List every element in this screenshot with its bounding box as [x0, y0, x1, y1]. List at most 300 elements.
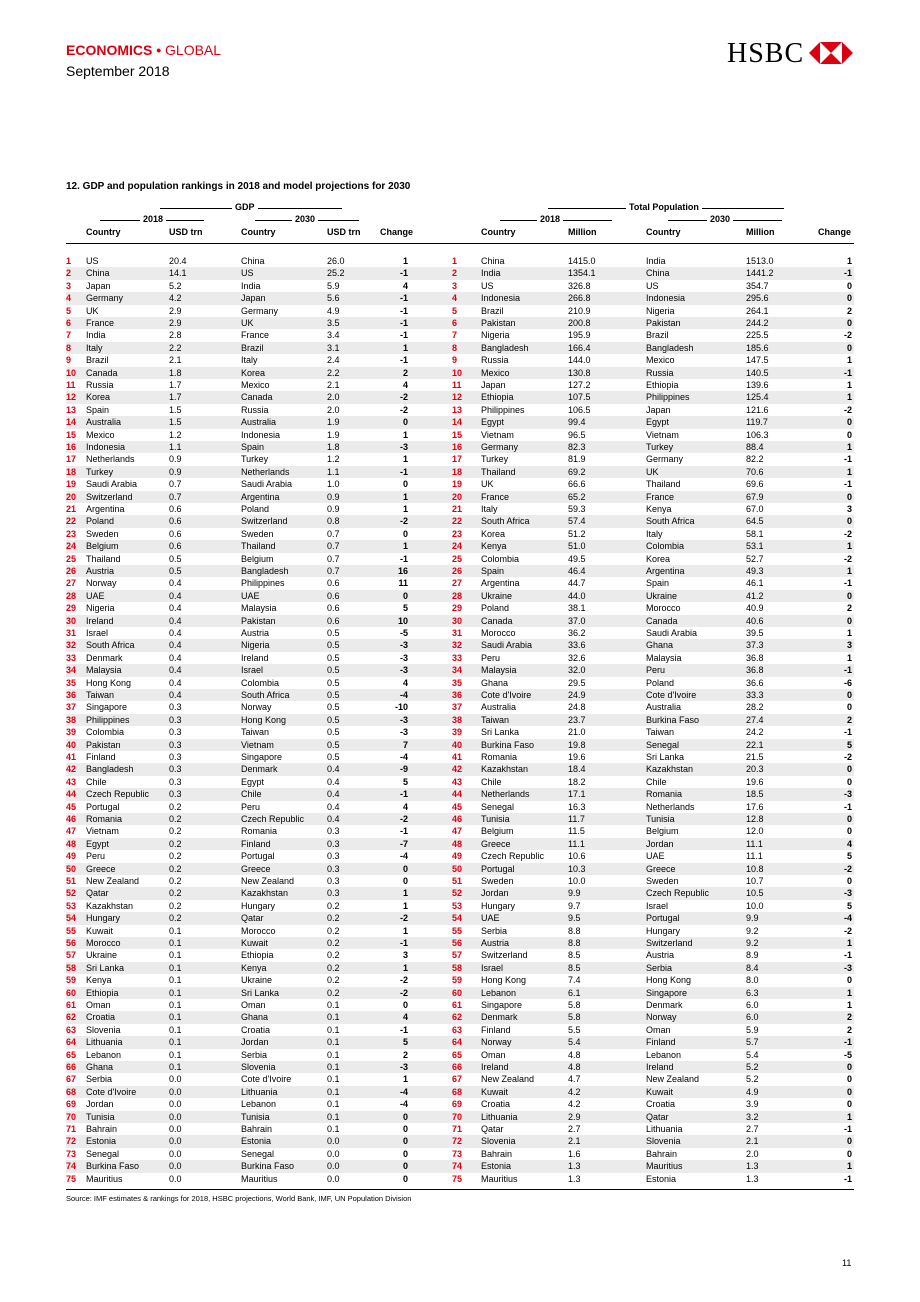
- gdp-2018-country: Ukraine: [86, 950, 118, 961]
- pop-2030-country: Oman: [646, 1024, 671, 1035]
- gdp-2030-country: Colombia: [241, 677, 280, 688]
- pop-2030-country: Mauritius: [646, 1161, 683, 1172]
- pop-2030-country: Turkey: [646, 442, 674, 452]
- rank-gdp: 1: [66, 256, 72, 266]
- pop-2030-value: 4.9: [746, 1086, 759, 1097]
- pop-2030-country: Korea: [646, 553, 671, 564]
- pop-2030-value: 185.6: [746, 342, 769, 353]
- pop-2030-value: 6.3: [746, 987, 759, 998]
- gdp-2018-value: 0.4: [169, 690, 182, 700]
- pop-2018-value: 8.8: [568, 925, 581, 936]
- rank-gdp: 75: [66, 1173, 77, 1184]
- rank-gdp: 67: [66, 1074, 77, 1085]
- rank-pop: 63: [452, 1024, 463, 1035]
- rank-gdp: 14: [66, 417, 77, 428]
- rank-pop: 47: [452, 826, 463, 837]
- pop-2018-country: Austria: [481, 938, 510, 948]
- gdp-2030-value: 0.1: [327, 1086, 340, 1097]
- pop-change: 1: [846, 442, 852, 452]
- pop-2030-value: 9.9: [746, 913, 759, 924]
- rank-pop: 9: [452, 355, 458, 366]
- pop-2018-country: Bahrain: [481, 1148, 513, 1159]
- rank-pop: 16: [452, 442, 463, 452]
- rank-gdp: 70: [66, 1111, 77, 1122]
- pop-2018-value: 4.8: [568, 1062, 581, 1072]
- rank-pop: 56: [452, 938, 463, 948]
- gdp-change: 10: [397, 615, 408, 626]
- pop-2018-country: Netherlands: [481, 789, 530, 800]
- pop-2030-value: 52.7: [746, 553, 764, 564]
- pop-2030-value: 147.5: [746, 355, 769, 366]
- pop-2030-country: Norway: [646, 1012, 677, 1023]
- pop-2030-country: Kenya: [646, 504, 672, 514]
- pop-2018-country: Egypt: [481, 417, 505, 428]
- pop-2030-country: UAE: [646, 851, 665, 862]
- pop-2030-value: 36.6: [746, 677, 764, 688]
- pop-change: 0: [846, 814, 852, 824]
- pop-2030-value: 8.4: [746, 962, 759, 973]
- pop-2030-value: 28.2: [746, 702, 764, 713]
- pop-2018-value: 11.5: [568, 826, 585, 837]
- pop-2030-value: 5.2: [746, 1074, 759, 1085]
- pop-change: 0: [846, 1099, 852, 1110]
- pop-2030-value: 12.0: [746, 826, 764, 837]
- pop-2030-country: Taiwan: [646, 727, 675, 738]
- pop-2018-country: France: [481, 491, 510, 502]
- gdp-2018-value: 0.4: [169, 640, 182, 651]
- pop-2030-value: 41.2: [746, 590, 764, 601]
- gdp-2030-country: Russia: [241, 404, 269, 415]
- gdp-change: 2: [402, 367, 408, 378]
- pop-2018-value: 57.4: [568, 516, 586, 527]
- gdp-2030-country: France: [241, 330, 270, 341]
- pop-change: 2: [846, 1012, 852, 1023]
- gdp-2018-country: Morocco: [86, 938, 121, 948]
- pop-2018-country: Lithuania: [481, 1111, 518, 1122]
- table-row: [66, 677, 854, 689]
- pop-2018-label: 2018: [537, 214, 563, 224]
- gdp-2018-value: 0.1: [169, 1062, 182, 1072]
- gdp-2018-country: Belgium: [86, 541, 119, 552]
- gdp-change: 1: [402, 1074, 408, 1085]
- table-row: [66, 1011, 854, 1023]
- table-row: [66, 404, 854, 416]
- gdp-2018-value: 0.3: [169, 739, 182, 750]
- pop-2030-value: 140.5: [746, 367, 769, 378]
- gdp-change: -1: [399, 305, 408, 316]
- pop-change: 0: [846, 491, 852, 502]
- gdp-change: 5: [402, 603, 408, 614]
- pop-2018-value: 5.8: [568, 1000, 581, 1010]
- pop-2018-value: 24.8: [568, 702, 586, 713]
- pop-2018-country: New Zealand: [481, 1074, 535, 1085]
- col-gdp-change: Change: [380, 227, 414, 237]
- pop-2018-country: Croatia: [481, 1099, 511, 1110]
- gdp-group-label: GDP: [232, 202, 258, 212]
- pop-change: 1: [846, 355, 852, 366]
- pop-2018-value: 10.6: [568, 851, 586, 862]
- gdp-2030-value: 0.1: [327, 1111, 340, 1122]
- pop-2030-value: 264.1: [746, 305, 769, 316]
- rank-gdp: 13: [66, 404, 77, 415]
- pop-change: 1: [846, 466, 852, 477]
- gdp-2030-country: Romania: [241, 826, 278, 837]
- gdp-2018-country: Saudi Arabia: [86, 479, 138, 490]
- pop-2018-value: 36.2: [568, 628, 586, 638]
- table-row: [66, 751, 854, 763]
- rank-pop: 49: [452, 851, 463, 862]
- pop-2030-value: 69.6: [746, 479, 764, 490]
- pop-2030-country: Slovenia: [646, 1136, 681, 1147]
- gdp-change: -5: [399, 628, 408, 638]
- table-row: [66, 776, 854, 788]
- pop-change: 1: [846, 628, 852, 638]
- gdp-2018-country: Finland: [86, 752, 116, 762]
- pop-change: -2: [843, 553, 852, 564]
- gdp-change: 1: [402, 962, 408, 973]
- pop-change: 2: [846, 1024, 852, 1035]
- pop-2030-value: 8.0: [746, 975, 759, 986]
- pop-2018-country: Kuwait: [481, 1086, 509, 1097]
- table-row: [66, 639, 854, 651]
- table-row: [66, 354, 854, 366]
- pop-change: 0: [846, 293, 852, 304]
- gdp-2030-country: Hungary: [241, 900, 276, 911]
- gdp-2030-country: Greece: [241, 863, 271, 874]
- pop-2018-value: 1415.0: [568, 256, 596, 266]
- table-row: [66, 1148, 854, 1160]
- gdp-2030-value: 1.1: [327, 466, 340, 477]
- pop-2018-value: 8.5: [568, 962, 581, 973]
- gdp-2018-value: 14.1: [169, 268, 187, 279]
- pop-change: -1: [843, 801, 852, 812]
- pop-2030-country: Tunisia: [646, 814, 675, 824]
- gdp-2018-country: Chile: [86, 776, 107, 787]
- gdp-2030-country: Senegal: [241, 1148, 275, 1159]
- rank-pop: 51: [452, 876, 463, 886]
- gdp-change: -3: [399, 714, 408, 725]
- pop-2018-country: Brazil: [481, 305, 504, 316]
- pop-2030-country: Egypt: [646, 417, 670, 428]
- gdp-2030-country: Ghana: [241, 1012, 269, 1023]
- gdp-2018-country: Lebanon: [86, 1049, 122, 1060]
- pop-2030-country: Lithuania: [646, 1124, 683, 1134]
- pop-change: -1: [843, 727, 852, 738]
- pop-change: 0: [846, 318, 852, 328]
- gdp-2030-country: Saudi Arabia: [241, 479, 293, 490]
- pop-2030-country: Pakistan: [646, 318, 681, 328]
- gdp-2018-country: Sweden: [86, 528, 119, 539]
- table-row: [66, 974, 854, 986]
- pop-2018-value: 1.3: [568, 1161, 581, 1172]
- pop-2030-value: 46.1: [746, 578, 764, 589]
- pop-2018-country: Turkey: [481, 454, 509, 465]
- pop-2030-country: Belgium: [646, 826, 679, 837]
- table-bottom-rule: [66, 1189, 854, 1190]
- pop-change: 1: [846, 541, 852, 552]
- rank-gdp: 65: [66, 1049, 77, 1060]
- gdp-change: 1: [402, 504, 408, 514]
- gdp-2018-value: 0.3: [169, 702, 182, 713]
- gdp-2018-country: Ethiopia: [86, 987, 119, 998]
- pop-2018-country: Vietnam: [481, 429, 514, 440]
- gdp-2030-country: Peru: [241, 801, 261, 812]
- table-row: [66, 590, 854, 602]
- gdp-2030-value: 0.2: [327, 925, 340, 936]
- pop-2018-country: Norway: [481, 1037, 512, 1048]
- gdp-2030-country: Malaysia: [241, 603, 277, 614]
- table-row: [66, 280, 854, 292]
- rank-pop: 20: [452, 491, 463, 502]
- gdp-2018-value: 0.3: [169, 752, 182, 762]
- pop-2030-value: 6.0: [746, 1012, 759, 1023]
- pop-2030-country: Netherlands: [646, 801, 695, 812]
- gdp-2018-country: Sri Lanka: [86, 962, 125, 973]
- gdp-2030-country: Burkina Faso: [241, 1161, 295, 1172]
- rank-gdp: 32: [66, 640, 77, 651]
- table-row: [66, 540, 854, 552]
- pop-2018-value: 81.9: [568, 454, 586, 465]
- pop-2018-value: 130.8: [568, 367, 591, 378]
- gdp-change: -3: [399, 442, 408, 452]
- gdp-2030-value: 0.1: [327, 1049, 340, 1060]
- gdp-2018-value: 0.2: [169, 826, 182, 837]
- gdp-change: 0: [402, 1161, 408, 1172]
- pop-change: 0: [846, 975, 852, 986]
- gdp-change: 1: [402, 342, 408, 353]
- gdp-2018-value: 0.4: [169, 590, 182, 601]
- gdp-change: -7: [399, 838, 408, 849]
- rank-gdp: 5: [66, 305, 72, 316]
- gdp-2030-value: 0.0: [327, 1161, 340, 1172]
- rank-gdp: 2: [66, 268, 72, 279]
- pop-2030-country: Ghana: [646, 640, 674, 651]
- pop-2030-value: 5.2: [746, 1062, 759, 1072]
- gdp-2018-country: Lithuania: [86, 1037, 123, 1048]
- rank-gdp: 28: [66, 590, 77, 601]
- rank-pop: 38: [452, 714, 463, 725]
- gdp-2030-country: Sri Lanka: [241, 987, 280, 998]
- section-label: ECONOMICS • GLOBAL: [66, 42, 222, 58]
- gdp-change: -1: [399, 466, 408, 477]
- gdp-change: -10: [394, 702, 408, 713]
- pop-2030-value: 27.4: [746, 714, 764, 725]
- pop-2030-value: 64.5: [746, 516, 764, 527]
- gdp-2018-country: Spain: [86, 404, 110, 415]
- pop-change: 2: [846, 714, 852, 725]
- rank-pop: 53: [452, 900, 463, 911]
- gdp-2030-country: Germany: [241, 305, 279, 316]
- pop-2030-country: Cote d'Ivoire: [646, 690, 697, 700]
- table-row: [66, 1123, 854, 1135]
- pop-2030-country: India: [646, 256, 666, 266]
- table-row: [66, 515, 854, 527]
- col-pop-change: Change: [818, 227, 852, 237]
- rank-pop: 42: [452, 764, 463, 775]
- gdp-2030-country: Hong Kong: [241, 714, 287, 725]
- pop-2030-country: Burkina Faso: [646, 714, 700, 725]
- pop-2018-country: Tunisia: [481, 814, 510, 824]
- table-row: [66, 912, 854, 924]
- rank-pop: 33: [452, 652, 463, 663]
- table-row: [66, 664, 854, 676]
- gdp-change: -9: [399, 764, 408, 775]
- gdp-2030-value: 0.5: [327, 714, 340, 725]
- rank-gdp: 24: [66, 541, 77, 552]
- pop-2018-value: 49.5: [568, 553, 586, 564]
- rank-pop: 7: [452, 330, 458, 341]
- gdp-2018-value: 0.1: [169, 1024, 182, 1035]
- gdp-2030-value: 1.9: [327, 429, 340, 440]
- pop-2030-value: 6.0: [746, 1000, 759, 1010]
- rank-pop: 5: [452, 305, 458, 316]
- gdp-2018-country: Greece: [86, 863, 116, 874]
- rank-gdp: 35: [66, 677, 77, 688]
- rank-pop: 61: [452, 1000, 463, 1010]
- gdp-2030-country: Portugal: [241, 851, 275, 862]
- gdp-2018-value: 0.9: [169, 466, 182, 477]
- rank-pop: 37: [452, 702, 463, 713]
- table-row: [66, 726, 854, 738]
- gdp-2018-country: Italy: [86, 342, 103, 353]
- gdp-2030-country: Taiwan: [241, 727, 270, 738]
- pop-2018-country: Ghana: [481, 677, 509, 688]
- pop-2018-value: 127.2: [568, 380, 591, 390]
- gdp-change: 16: [397, 566, 408, 576]
- pop-2018-value: 4.7: [568, 1074, 581, 1085]
- pop-2030-value: 11.1: [746, 838, 763, 849]
- gdp-2018-value: 2.9: [169, 305, 182, 316]
- pop-change: 5: [846, 851, 852, 862]
- pop-2018-country: Peru: [481, 652, 501, 663]
- pop-change: -3: [843, 888, 852, 899]
- rank-gdp: 47: [66, 826, 77, 837]
- rank-pop: 74: [452, 1161, 463, 1172]
- gdp-2030-country: Singapore: [241, 752, 283, 762]
- pop-2030-value: 36.8: [746, 665, 764, 676]
- rank-gdp: 7: [66, 330, 72, 341]
- gdp-2018-value: 0.3: [169, 776, 182, 787]
- pop-2030-value: 2.1: [746, 1136, 759, 1147]
- rank-pop: 10: [452, 367, 463, 378]
- pop-2030-value: 5.7: [746, 1037, 759, 1048]
- pop-change: -6: [843, 677, 852, 688]
- gdp-2030-value: 1.9: [327, 417, 340, 428]
- gdp-2018-country: Jordan: [86, 1099, 114, 1110]
- pop-2030-country: Argentina: [646, 566, 685, 576]
- gdp-2030-value: 0.4: [327, 789, 340, 800]
- gdp-2018-value: 0.4: [169, 665, 182, 676]
- pop-2018-value: 4.8: [568, 1049, 581, 1060]
- table-row: [66, 863, 854, 875]
- pop-2030-country: Hong Kong: [646, 975, 692, 986]
- gdp-2018-country: Indonesia: [86, 442, 126, 452]
- gdp-change: -1: [399, 1024, 408, 1035]
- gdp-2018-country: Nigeria: [86, 603, 115, 614]
- gdp-change: -2: [399, 516, 408, 527]
- pop-change: 1: [846, 1111, 852, 1122]
- pop-change: 3: [846, 640, 852, 651]
- pop-2018-country: India: [481, 268, 501, 279]
- pop-2030-value: 119.7: [746, 417, 768, 428]
- table-row: [66, 701, 854, 713]
- gdp-change: 7: [402, 739, 408, 750]
- rank-gdp: 54: [66, 913, 77, 924]
- pop-2030-country: Peru: [646, 665, 666, 676]
- gdp-2030-country: Morocco: [241, 925, 276, 936]
- rank-pop: 18: [452, 466, 463, 477]
- gdp-change: 0: [402, 1148, 408, 1159]
- pop-2018-value: 38.1: [568, 603, 586, 614]
- gdp-2018-value: 0.2: [169, 913, 182, 924]
- pop-2030-value: 1.3: [746, 1173, 759, 1184]
- pop-2018-country: Saudi Arabia: [481, 640, 533, 651]
- gdp-2018-value: 1.7: [169, 380, 182, 390]
- pop-2018-value: 65.2: [568, 491, 586, 502]
- gdp-2030-value: 3.1: [327, 342, 340, 353]
- gdp-2030-country: Netherlands: [241, 466, 290, 477]
- gdp-2030-country: Philippines: [241, 578, 285, 589]
- pop-change: -2: [843, 925, 852, 936]
- pop-2018-value: 4.2: [568, 1099, 581, 1110]
- pop-2030-value: 11.1: [746, 851, 763, 862]
- pop-2018-value: 18.2: [568, 776, 586, 787]
- report-date: September 2018: [66, 63, 170, 79]
- gdp-2030-country: Lebanon: [241, 1099, 277, 1110]
- gdp-2018-country: Poland: [86, 516, 115, 527]
- gdp-2018-country: Croatia: [86, 1012, 116, 1023]
- table-row: [66, 292, 854, 304]
- table-row: [66, 999, 854, 1011]
- gdp-2030-country: Argentina: [241, 491, 280, 502]
- gdp-2018-value: 0.6: [169, 516, 182, 527]
- rank-pop: 27: [452, 578, 463, 589]
- pop-2018-value: 96.5: [568, 429, 586, 440]
- pop-2030-country: Jordan: [646, 838, 674, 849]
- pop-change: -1: [843, 479, 852, 490]
- gdp-2018-country: Serbia: [86, 1074, 113, 1085]
- table-row: [66, 1061, 854, 1073]
- pop-2018-country: Taiwan: [481, 714, 510, 725]
- pop-2018-value: 4.2: [568, 1086, 581, 1097]
- rank-gdp: 9: [66, 355, 72, 366]
- pop-2030-value: 9.2: [746, 925, 759, 936]
- table-row: [66, 850, 854, 862]
- gdp-change: -3: [399, 665, 408, 676]
- gdp-2018-country: Portugal: [86, 801, 120, 812]
- pop-2018-country: Pakistan: [481, 318, 516, 328]
- pop-2030-value: 67.9: [746, 491, 764, 502]
- pop-2018-value: 44.0: [568, 590, 586, 601]
- pop-2018-country: Indonesia: [481, 293, 521, 304]
- col-gdp30-usd: USD trn: [327, 227, 361, 237]
- pop-change: 0: [846, 615, 852, 626]
- gdp-2030-country: Mexico: [241, 380, 270, 390]
- gdp-2030-value: 0.3: [327, 826, 340, 837]
- pop-2030-value: 82.2: [746, 454, 764, 465]
- gdp-change: -1: [399, 355, 408, 366]
- pop-2018-country: Spain: [481, 566, 505, 576]
- pop-2030-value: 58.1: [746, 528, 764, 539]
- gdp-change: 4: [402, 801, 408, 812]
- gdp-2018-value: 0.4: [169, 603, 182, 614]
- pop-2018-value: 266.8: [568, 293, 591, 304]
- gdp-2030-country: Pakistan: [241, 615, 276, 626]
- table-title: 12. GDP and population rankings in 2018 and model projections for 2030: [66, 181, 411, 192]
- pop-2018-country: Chile: [481, 776, 502, 787]
- pop-2018-country: Italy: [481, 504, 498, 514]
- pop-2018-value: 166.4: [568, 342, 591, 353]
